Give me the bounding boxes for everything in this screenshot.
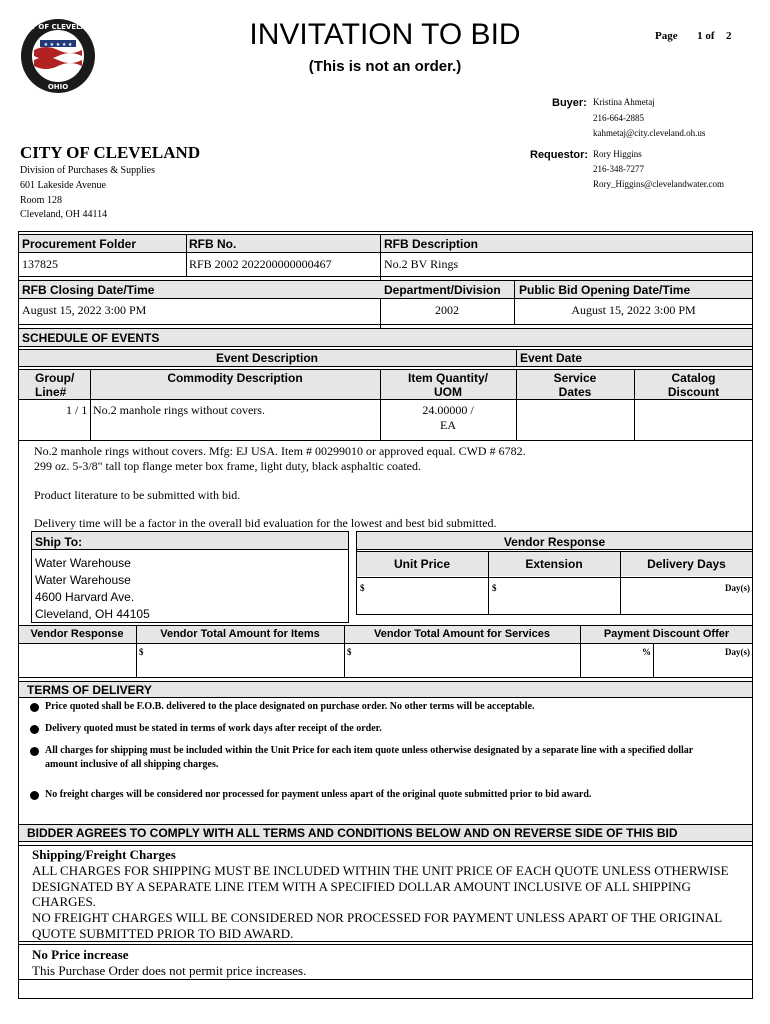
- rfb-description-label: RFB Description: [384, 237, 479, 251]
- commodity-description-header: Commodity Description: [167, 371, 303, 385]
- price-increase-title: No Price increase: [32, 947, 129, 962]
- delivery-days-unit: Day(s): [725, 583, 750, 593]
- procurement-folder-label: Procurement Folder: [22, 237, 137, 251]
- bullet-icon: [30, 703, 39, 712]
- totals-vendor-response-header: Vendor Response: [30, 628, 124, 640]
- ship-to-label: Ship To:: [35, 535, 83, 549]
- item-uom-value: EA: [440, 418, 456, 432]
- org-division: Division of Purchases & Supplies: [20, 165, 155, 176]
- total-services-header: Vendor Total Amount for Services: [373, 628, 551, 640]
- org-name: CITY OF CLEVELAND: [20, 143, 201, 162]
- discount-offer-header: Payment Discount Offer: [603, 628, 730, 640]
- delivery-days-input[interactable]: [621, 578, 752, 614]
- opening-date-value: August 15, 2022 3:00 PM: [571, 303, 696, 317]
- discount-days-input[interactable]: [654, 644, 752, 677]
- item-details-line-4: Delivery time will be a factor in the overall bid evaluation for the lowest and best bid submitted.: [34, 516, 497, 530]
- procurement-folder-value: 137825: [22, 257, 58, 271]
- bidder-agrees-title: BIDDER AGREES TO COMPLY WITH ALL TERMS AND CONDITIONS BELOW AND ON REVERSE SIDE OF THIS BID: [27, 826, 678, 840]
- item-description: No.2 manhole rings without covers.: [93, 403, 265, 417]
- unit-price-dollar: $: [360, 583, 365, 593]
- discount-percent-input[interactable]: [581, 644, 653, 677]
- svg-text:OHIO: OHIO: [47, 83, 69, 91]
- totals-vendor-response-input[interactable]: [19, 644, 136, 677]
- uom-header-label: UOM: [434, 385, 462, 399]
- buyer-label: Buyer:: [552, 97, 587, 109]
- total-services-dollar: $: [347, 647, 352, 657]
- bullet-icon: [30, 791, 39, 800]
- total-items-dollar: $: [139, 647, 144, 657]
- shipping-charges-text-1: ALL CHARGES FOR SHIPPING MUST BE INCLUDED WITHIN THE UNIT PRICE OF EACH QUOTE UNLESS OTHERWISE DESIGNATED BY A SEPARATE LINE ITEM WITH A SPECIFIED DOLLAR AMOUNT INCLUSIVE OF ALL SHIPPING CHARGES.: [32, 863, 729, 909]
- catalog-header-label: Catalog: [671, 371, 716, 385]
- term-item-3: All charges for shipping must be included within the Unit Price for each item quote unless otherwise designated by a separate line with a specified dollar amount inclusive of all shipping charges.: [45, 745, 694, 770]
- event-description-label: Event Description: [215, 351, 319, 365]
- term-item-4: No freight charges will be considered nor processed for payment unless apart of the original quote submitted prior to bid award.: [45, 789, 592, 800]
- closing-date-value: August 15, 2022 3:00 PM: [22, 303, 147, 317]
- total-items-header: Vendor Total Amount for Items: [160, 628, 320, 640]
- page-number: 1: [697, 30, 703, 42]
- ship-to-line-3: 4600 Harvard Ave.: [35, 590, 135, 604]
- requestor-phone: 216-348-7277: [593, 164, 644, 174]
- page-label: Page: [655, 30, 678, 42]
- service-dates-header: [516, 371, 634, 399]
- term-item-1: Price quoted shall be F.O.B. delivered to the place designated on purchase order. No other terms will be acceptable.: [45, 701, 535, 712]
- page-of: of: [705, 30, 715, 42]
- item-quantity-value: 24.00000 /: [422, 403, 474, 417]
- requestor-label: Requestor:: [530, 149, 589, 161]
- opening-date-label: Public Bid Opening Date/Time: [519, 283, 691, 297]
- rfb-no-value: RFB 2002 202200000000467: [189, 257, 332, 271]
- page-title: INVITATION TO BID: [249, 18, 521, 51]
- item-details-line-3: Product literature to be submitted with bid.: [34, 488, 241, 502]
- term-item-2: Delivery quoted must be stated in terms of work days after receipt of the order.: [45, 723, 382, 734]
- svg-text:CITY OF CLEVELAND: CITY OF CLEVELAND: [20, 23, 96, 31]
- closing-date-label: RFB Closing Date/Time: [22, 283, 155, 297]
- org-room: Room 128: [20, 195, 62, 206]
- buyer-email[interactable]: kahmetaj@city.cleveland.oh.us: [593, 128, 706, 138]
- item-details-line-2: 299 oz. 5-3/8" tall top flange meter box frame, light duty, black asphaltic coated.: [34, 459, 421, 473]
- org-city: Cleveland, OH 44114: [20, 209, 108, 220]
- dates-header-label: Dates: [558, 385, 592, 399]
- unit-price-header: Unit Price: [393, 557, 450, 571]
- schedule-title: SCHEDULE OF EVENTS: [22, 331, 160, 345]
- requestor-name: Rory Higgins: [593, 149, 642, 159]
- bullet-icon: [30, 747, 39, 756]
- price-increase-text: This Purchase Order does not permit price increases.: [32, 963, 307, 978]
- requestor-email[interactable]: Rory_Higgins@clevelandwater.com: [593, 179, 725, 189]
- total-services-input[interactable]: [345, 644, 580, 677]
- terms-title: TERMS OF DELIVERY: [27, 683, 152, 697]
- discount-days-unit: Day(s): [725, 647, 750, 657]
- ship-to-address: [35, 555, 150, 623]
- service-header-label: Service: [553, 371, 597, 385]
- quantity-uom-header: [380, 371, 516, 399]
- org-street: 601 Lakeside Avenue: [20, 180, 106, 191]
- ship-to-line-4: Cleveland, OH 44105: [35, 607, 150, 621]
- item-line-number: 1 / 1: [66, 403, 88, 417]
- buyer-phone: 216-664-2885: [593, 113, 644, 123]
- extension-dollar: $: [492, 583, 497, 593]
- bullet-icon: [30, 725, 39, 734]
- unit-price-input[interactable]: [357, 578, 488, 614]
- item-details-line-1: No.2 manhole rings without covers. Mfg: EJ USA. Item # 00299010 or approved equal. CWD # 6782.: [34, 444, 526, 458]
- vendor-response-title: Vendor Response: [503, 535, 606, 549]
- page-subtitle: (This is not an order.): [308, 58, 462, 75]
- department-label: Department/Division: [384, 283, 501, 297]
- discount-percent-sign: %: [642, 647, 651, 657]
- page-indicator: [655, 30, 732, 42]
- page-total: 2: [726, 30, 732, 42]
- rfb-description-value: No.2 BV Rings: [384, 257, 459, 271]
- group-header-label: Group/: [35, 371, 75, 385]
- total-items-input[interactable]: [137, 644, 344, 677]
- line-header-label: Line#: [35, 385, 67, 399]
- group-line-header: [35, 371, 74, 399]
- extension-input[interactable]: [489, 578, 620, 614]
- shipping-charges-text-2: NO FREIGHT CHARGES WILL BE CONSIDERED NOR PROCESSED FOR PAYMENT UNLESS APART OF THE ORIGINAL QUOTE SUBMITTED PRIOR TO BID AWARD.: [32, 910, 722, 941]
- discount-header-label: Discount: [667, 385, 720, 399]
- shipping-charges-title: Shipping/Freight Charges: [32, 847, 176, 862]
- buyer-name: Kristina Ahmetaj: [593, 97, 655, 107]
- ship-to-line-2: Water Warehouse: [35, 573, 131, 587]
- ship-to-line-1: Water Warehouse: [35, 556, 131, 570]
- item-quantity: [380, 403, 516, 433]
- svg-text:★ ★ ★ ★ ★: ★ ★ ★ ★ ★: [43, 42, 73, 48]
- extension-header: Extension: [525, 557, 583, 571]
- city-seal-logo: [20, 18, 96, 94]
- event-date-label: Event Date: [520, 351, 583, 365]
- catalog-discount-header: [634, 371, 753, 399]
- quantity-header-label: Item Quantity/: [407, 371, 488, 385]
- department-value: 2002: [435, 303, 459, 317]
- delivery-days-header: Delivery Days: [647, 557, 726, 571]
- rfb-no-label: RFB No.: [189, 237, 237, 251]
